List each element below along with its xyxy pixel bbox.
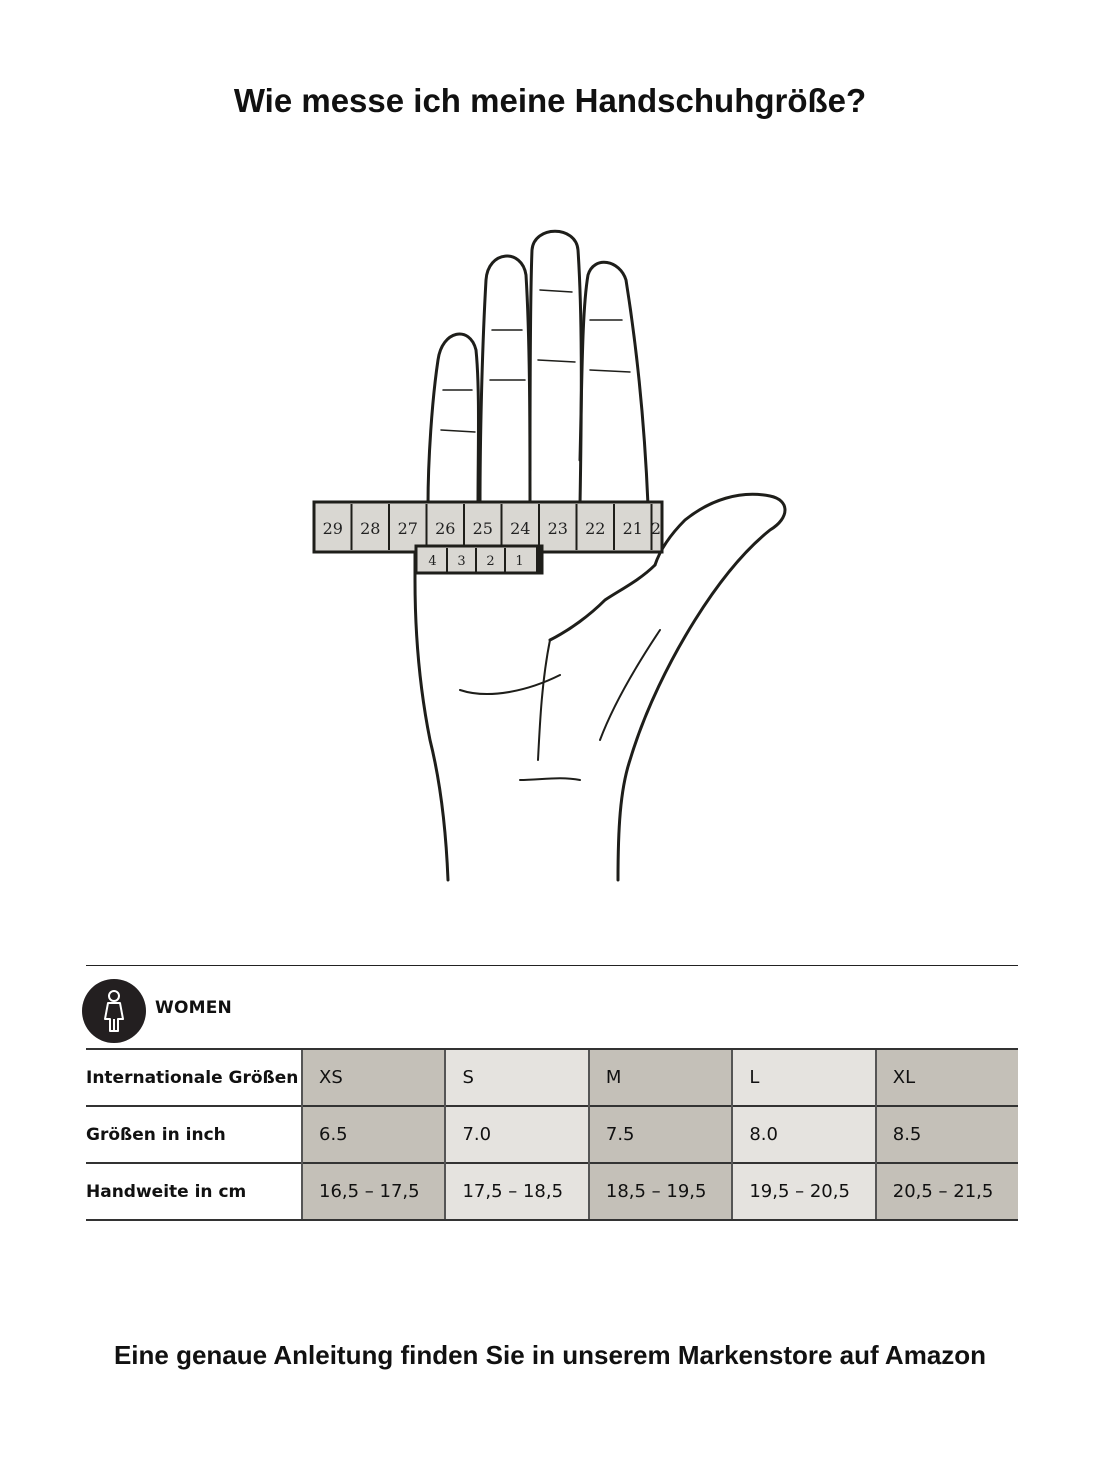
tape-number: 29 bbox=[322, 519, 343, 538]
tape-number: 2 bbox=[486, 554, 495, 569]
tape-number: 2 bbox=[650, 519, 662, 538]
size-cell: 8.5 bbox=[876, 1106, 1018, 1163]
row-label: Handweite in cm bbox=[86, 1163, 302, 1220]
page-title: Wie messe ich meine Handschuhgröße? bbox=[233, 82, 867, 119]
tape-number: 24 bbox=[510, 519, 531, 538]
tape-number: 4 bbox=[428, 554, 437, 569]
size-cell: 18,5 – 19,5 bbox=[589, 1163, 732, 1220]
size-cell: S bbox=[445, 1049, 588, 1106]
size-cell: 7.0 bbox=[445, 1106, 588, 1163]
measuring-tape-end bbox=[416, 546, 543, 573]
tape-number: 25 bbox=[472, 519, 493, 538]
table-top-rule bbox=[86, 965, 1018, 966]
woman-icon bbox=[82, 979, 146, 1043]
table-row bbox=[86, 1106, 1018, 1163]
tape-number: 23 bbox=[547, 519, 568, 538]
size-cell: L bbox=[732, 1049, 875, 1106]
hand-measuring-illustration bbox=[300, 220, 800, 890]
group-label: WOMEN bbox=[155, 998, 232, 1018]
tape-number: 3 bbox=[457, 554, 466, 569]
row-label: Internationale Größen bbox=[86, 1049, 302, 1106]
size-cell: 7.5 bbox=[589, 1106, 732, 1163]
tape-number: 26 bbox=[435, 519, 456, 538]
size-cell: 17,5 – 18,5 bbox=[445, 1163, 588, 1220]
size-cell: 20,5 – 21,5 bbox=[876, 1163, 1018, 1220]
tape-number: 21 bbox=[622, 519, 643, 538]
table-row bbox=[86, 1163, 1018, 1220]
row-label: Größen in inch bbox=[86, 1106, 302, 1163]
size-table bbox=[86, 1048, 1018, 1221]
size-cell: XL bbox=[876, 1049, 1018, 1106]
tape-number: 27 bbox=[397, 519, 418, 538]
size-cell: 6.5 bbox=[302, 1106, 445, 1163]
table-row bbox=[86, 1049, 1018, 1106]
footer-note: Eine genaue Anleitung finden Sie in unserem Markenstore auf Amazon bbox=[113, 1340, 987, 1370]
tape-number: 28 bbox=[360, 519, 381, 538]
size-cell: 19,5 – 20,5 bbox=[732, 1163, 875, 1220]
size-cell: XS bbox=[302, 1049, 445, 1106]
tape-number: 22 bbox=[585, 519, 606, 538]
size-cell: M bbox=[589, 1049, 732, 1106]
size-cell: 8.0 bbox=[732, 1106, 875, 1163]
size-cell: 16,5 – 17,5 bbox=[302, 1163, 445, 1220]
tape-number: 1 bbox=[515, 554, 524, 569]
